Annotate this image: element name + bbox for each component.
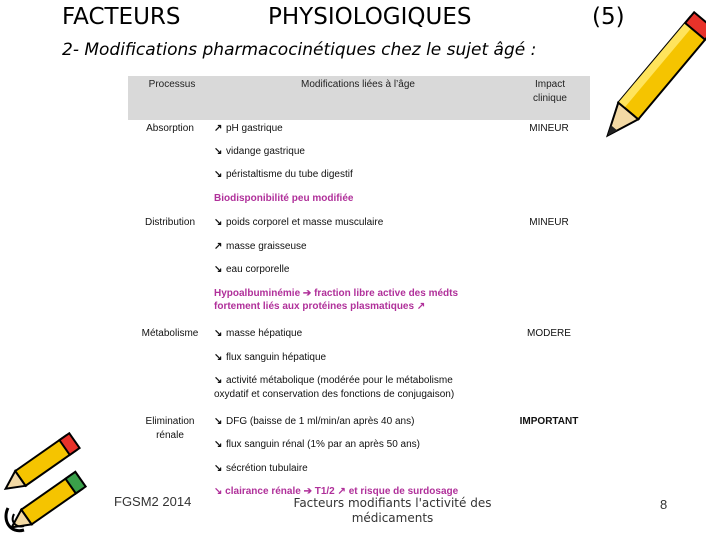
arrow-down-icon: ↘ bbox=[214, 439, 223, 450]
absorption-conclusion: Biodisponibilité peu modifiée bbox=[214, 193, 354, 204]
arrow-down-icon: ↘ bbox=[214, 486, 223, 497]
list-item: ↗ masse graisseuse bbox=[214, 241, 307, 252]
header-impact-line1: Impact bbox=[534, 79, 565, 90]
list-item: ↘ DFG (baisse de 1 ml/min/an après 40 ans) bbox=[214, 416, 415, 427]
absorption-impact: MINEUR bbox=[529, 123, 569, 134]
elimination-impact: IMPORTANT bbox=[519, 416, 579, 427]
arrow-down-icon: ↘ bbox=[214, 146, 223, 157]
title-part-number: (5) bbox=[592, 4, 625, 30]
row-distribution-label: Distribution bbox=[144, 217, 196, 228]
distribution-conclusion-line1: Hypoalbuminémie ➔ fraction libre active des médts bbox=[214, 288, 459, 299]
arrow-right-icon: ➔ bbox=[302, 288, 312, 299]
list-item: ↘ activité métabolique (modérée pour le métabolisme bbox=[214, 375, 453, 386]
arrow-down-icon: ↘ bbox=[214, 352, 223, 363]
list-item: ↘ flux sanguin hépatique bbox=[214, 352, 327, 363]
arrow-down-icon: ↘ bbox=[214, 217, 223, 228]
arrow-up-icon: ↗ bbox=[214, 241, 223, 252]
pharmacokinetics-table bbox=[128, 76, 590, 500]
metabolisme-impact: MODERE bbox=[527, 328, 571, 339]
row-absorption-label: Absorption bbox=[146, 123, 194, 134]
arrow-up-icon: ↗ bbox=[337, 486, 346, 497]
elimination-conclusion: ↘ clairance rénale ➔ T1/2 ↗ et risque de surdosage bbox=[214, 486, 459, 497]
pencil-bottom-left-icon bbox=[0, 430, 112, 538]
pencil-top-right-icon bbox=[596, 2, 706, 172]
table-header-row bbox=[128, 76, 590, 120]
arrow-down-icon: ↘ bbox=[214, 375, 223, 386]
list-item: ↘ poids corporel et masse musculaire bbox=[214, 217, 384, 228]
list-item: ↘ masse hépatique bbox=[214, 328, 303, 339]
title-part-physiologiques: PHYSIOLOGIQUES bbox=[268, 4, 472, 30]
header-impact-line2: clinique bbox=[533, 93, 567, 104]
distribution-impact: MINEUR bbox=[529, 217, 569, 228]
arrow-down-icon: ↘ bbox=[214, 169, 223, 180]
arrow-down-icon: ↘ bbox=[214, 463, 223, 474]
row-metabolisme-label: Métabolisme bbox=[141, 328, 199, 339]
row-elimination-label-line2: rénale bbox=[156, 430, 184, 441]
list-item: ↘ flux sanguin rénal (1% par an après 50 ans) bbox=[214, 439, 421, 450]
header-processus: Processus bbox=[148, 79, 196, 90]
slide-subtitle: 2- Modifications pharmacocinétiques chez le sujet âgé : bbox=[62, 40, 537, 60]
title-part-facteurs: FACTEURS bbox=[62, 4, 181, 30]
row-elimination-label-line1: Elimination bbox=[145, 416, 195, 427]
arrow-up-icon: ↗ bbox=[416, 301, 426, 312]
footer-title: Facteurs modifiants l'activité des médicaments bbox=[293, 496, 492, 525]
list-item: ↘ vidange gastrique bbox=[214, 146, 305, 157]
metabolisme-item3-line2: oxydatif et conservation des fonctions de conjugaison) bbox=[214, 389, 455, 400]
header-modifications: Modifications liées à l’âge bbox=[301, 79, 415, 90]
arrow-down-icon: ↘ bbox=[214, 328, 223, 339]
arrow-down-icon: ↘ bbox=[214, 264, 223, 275]
list-item: ↘ eau corporelle bbox=[214, 264, 290, 275]
distribution-conclusion-line2: fortement liés aux protéines plasmatiques ↗ bbox=[214, 301, 426, 312]
footer-course: FGSM2 2014 bbox=[114, 494, 192, 509]
arrow-up-icon: ↗ bbox=[214, 123, 223, 134]
arrow-down-icon: ↘ bbox=[214, 416, 223, 427]
arrow-right-icon: ➔ bbox=[303, 486, 312, 497]
list-item: ↗ pH gastrique bbox=[214, 123, 283, 134]
list-item: ↘ péristaltisme du tube digestif bbox=[214, 169, 353, 180]
page-number: 8 bbox=[660, 497, 668, 512]
list-item: ↘ sécrétion tubulaire bbox=[214, 463, 308, 474]
